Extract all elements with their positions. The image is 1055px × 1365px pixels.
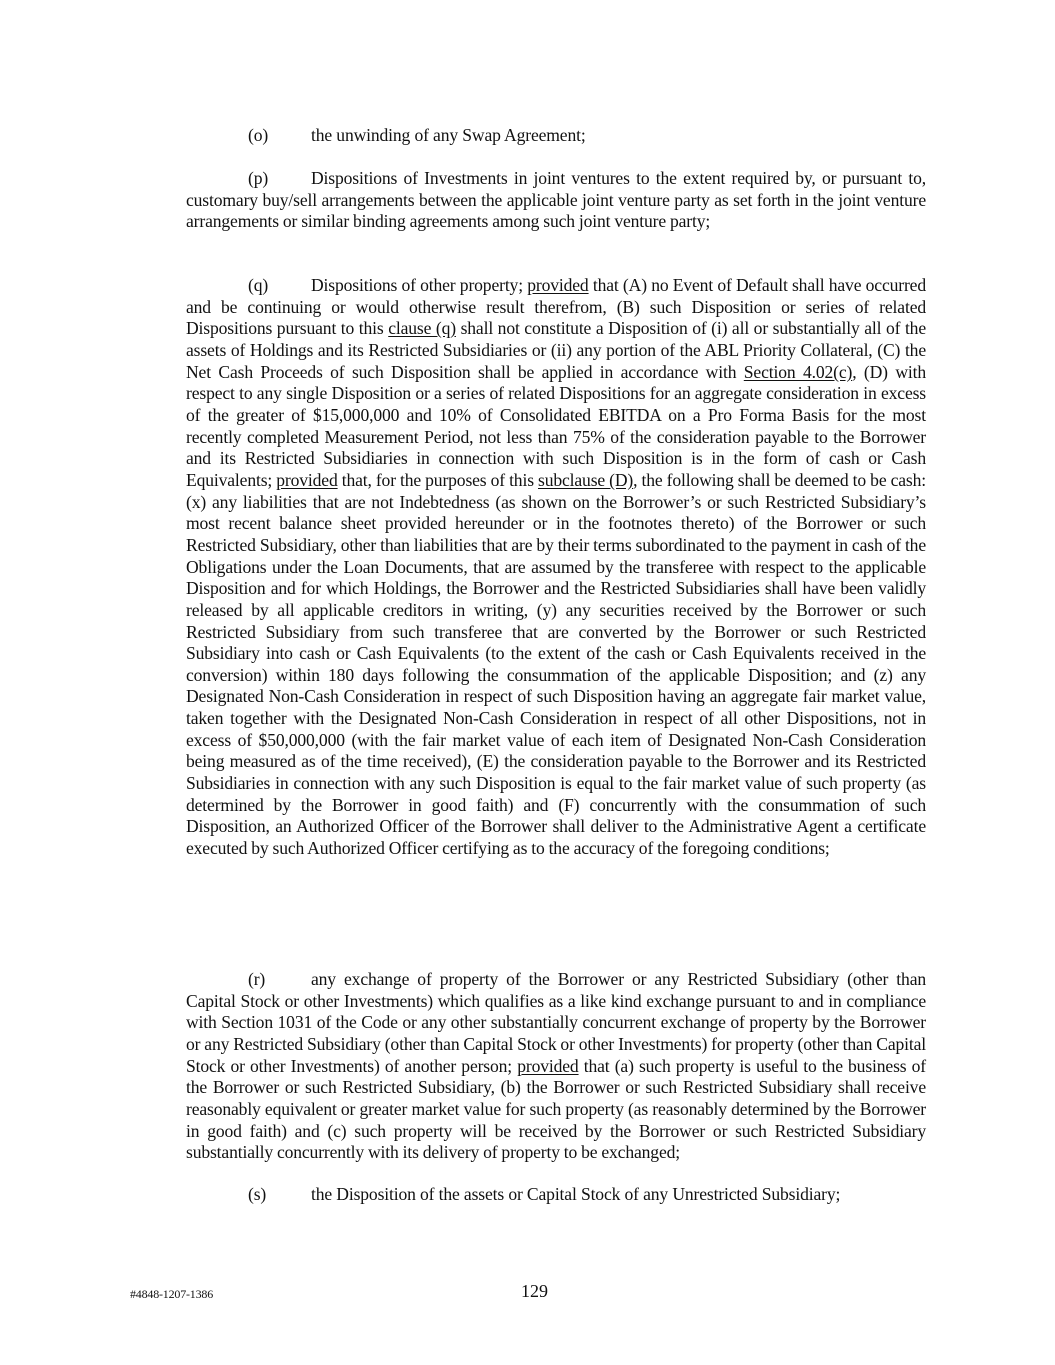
- clause-text-r-part1: any exchange of property of the Borrower or any Restricted Subsidiary (other than Capital Stock or other Investments) which qualifies as a like kind exchange pursuant to and in compliance with Section 1031 of the Code or any other substantially concurrent exchange of property by the Borrower or any Restricted Subsidiary (other than Capital Stock or other Investments) for property (other than Capital Stock or other Investments) of another person;: [186, 969, 926, 1076]
- document-id: #4848-1207-1386: [130, 1287, 213, 1301]
- clause-text-q-part1: Dispositions of other property;: [311, 275, 528, 295]
- clause-marker-r: (r): [248, 969, 266, 989]
- clause-text-o: the unwinding of any Swap Agreement;: [311, 125, 586, 145]
- page-number: 129: [521, 1281, 548, 1301]
- defined-term-provided: provided: [517, 1055, 579, 1076]
- defined-term-provided: provided: [276, 469, 338, 490]
- cross-reference-subclause-d: subclause (D): [538, 469, 634, 490]
- paragraph-r: [186, 969, 926, 1164]
- paragraph-p: [186, 168, 926, 233]
- clause-text-q-part4: , (D) with respect to any single Disposition or a series of related Dispositions for an aggregate consideration in excess of the greater of $15,000,000 and 10% of Consolidated EBITDA on a Pro Forma Basis for the most recently completed Measurement Period, not less than 75% of the consideration payable to the Borrower and its Restricted Subsidiaries in connection with such Disposition is in the form of cash or Cash Equivalents;: [186, 361, 926, 490]
- paragraph-q: [186, 275, 926, 860]
- clause-text-r-part2: that (a) such property is useful to the business of the Borrower or such Restricted Subsidiary, (b) the Borrower or such Restricted Subsidiary shall receive reasonably equivalent or greater market value for such property (as reasonably determined by the Borrower in good faith) and (c) such property will be received by the Borrower or such Restricted Subsidiary substantially concurrently with its delivery of property to be exchanged;: [186, 1055, 926, 1163]
- clause-text-s: the Disposition of the assets or Capital Stock of any Unrestricted Subsidiary;: [311, 1184, 841, 1204]
- clause-marker-p: (p): [248, 168, 269, 188]
- clause-text-q-part6: , the following shall be deemed to be cash: (x) any liabilities that are not Indebtedness (as shown on the Borrower’s or such Restricted Subsidiary’s most recent balance sheet provided hereunder or in the footnotes thereto) of the Borrower or such Restricted Subsidiary, other than liabilities that are by their terms subordinated to the payment in cash of the Obligations under the Loan Documents, that are assumed by the transferee with respect to the applicable Disposition and for which Holdings, the Borrower and the Restricted Subsidiaries shall have been validly released by all applicable creditors in writing, (y) any securities received by the Borrower or such Restricted Subsidiary from such transferee that are converted by the Borrower or such Restricted Subsidiary into cash or Cash Equivalents (to the extent of the cash or Cash Equivalents received in the conversion) within 180 days following the consummation of the applicable Disposition; and (z) any Designated Non-Cash Consideration in respect of such Disposition having an aggregate fair market value, taken together with the Designated Non-Cash Consideration in respect of all other Dispositions, not in excess of $50,000,000 (with the fair market value of each item of Designated Non-Cash Consideration being measured as of the time received), (E) the consideration payable to the Borrower and its Restricted Subsidiaries in connection with any such Disposition is equal to the fair market value of such property (as determined by the Borrower in good faith) and (F) concurrently with the consummation of such Disposition, an Authorized Officer of the Borrower shall deliver to the Administrative Agent a certificate executed by such Authorized Officer certifying as to the accuracy of the foregoing conditions;: [186, 469, 926, 859]
- cross-reference-clause-q: clause (q): [388, 318, 456, 339]
- clause-text-q-part3: shall not constitute a Disposition of (i) all or substantially all of the assets of Holdings and its Restricted Subsidiaries or (ii) any portion of the ABL Priority Collateral, (C) the Net Cash Proceeds of such Disposition shall be applied in accordance with: [186, 318, 926, 382]
- clause-marker-s: (s): [248, 1184, 267, 1204]
- clause-marker-q: (q): [248, 275, 269, 295]
- defined-term-provided: provided: [527, 275, 589, 295]
- paragraph-o: [248, 125, 586, 147]
- clause-text-q-part2: that (A) no Event of Default shall have occurred and be continuing or would otherwise result therefrom, (B) such Disposition or series of related Dispositions pursuant to this: [186, 275, 926, 339]
- clause-marker-o: (o): [248, 125, 269, 145]
- cross-reference-section-4-02c: Section 4.02(c): [743, 361, 853, 382]
- paragraph-s: [248, 1184, 840, 1206]
- clause-text-p: Dispositions of Investments in joint ventures to the extent required by, or pursuant to, customary buy/sell arrangements between the applicable joint venture party as set forth in the joint venture arrangements or similar binding agreements among such joint venture party;: [186, 168, 926, 232]
- clause-text-q-part5: that, for the purposes of this: [337, 469, 538, 490]
